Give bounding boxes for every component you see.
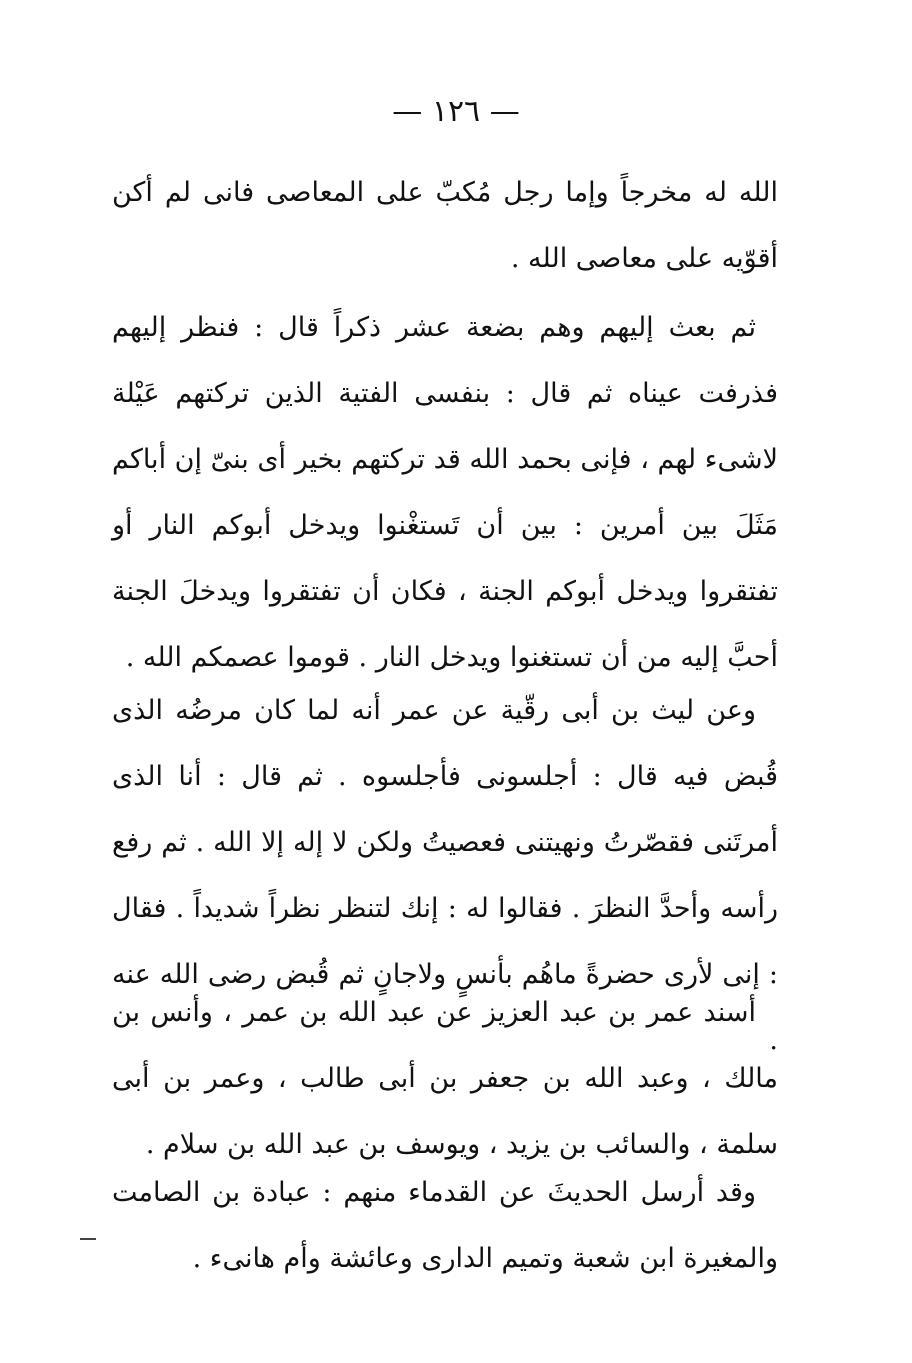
paragraph-sons: ثم بعث إليهم وهم بضعة عشر ذكراً قال : فنظر إليهم فذرفت عيناه ثم قال : بنفسى الفتية الذين تركتهم عَيْلة لاشىء لهم ، فإنى بحمد الله قد تركتهم بخير أى بنىّ إن أباكم مَثَلَ بين أمرين : بين أن تَستغْنوا ويدخل أبوكم النار أو تفتقروا ويدخل أبوكم الجنة ، فكان أن تفتقروا ويدخلَ الجنة أحبَّ إليه من أن تستغنوا ويدخل النار . قوموا عصمكم الله . [112,312,778,673]
paragraph-death-narration: وعن ليث بن أبى رقّية عن عمر أنه لما كان مرضُه الذى قُبض فيه قال : أجلسونى فأجلسوه . ثم قال : أنا الذى أمرتَنى فقصّرتُ ونهيتنى فعصيتُ ولكن لا إله إلا الله . ثم رفع رأسه وأحدَّ النظرَ . فقالوا له : إنك لتنظر نظراً شديداً . فقال : إنى لأرى حضرةً ماهُم بأنسٍ ولاجانٍ ثم قُبض رضى الله عنه . [112,695,778,1056]
paragraph-continuation: الله له مخرجاً وإما رجل مُكبّ على المعاصى فانى لم أكن أقوّيه على معاصى الله . [112,177,778,274]
paragraph-mursal-hadith: وقد أرسل الحديثَ عن القدماء منهم : عبادة بن الصامت والمغيرة ابن شعبة وتميم الدارى وعائشة وأم هانىء . [112,1177,778,1274]
paragraph-narrators: أسند عمر بن عبد العزيز عن عبد الله بن عمر ، وأنس بن مالك ، وعبد الله بن جعفر بن أبى طالب ، وعمر بن أبى سلمة ، والسائب بن يزيد ، ويوسف بن عبد الله بن سلام . [112,997,778,1160]
page-number: — ١٢٦ — [392,94,520,129]
margin-mark [80,1238,96,1240]
